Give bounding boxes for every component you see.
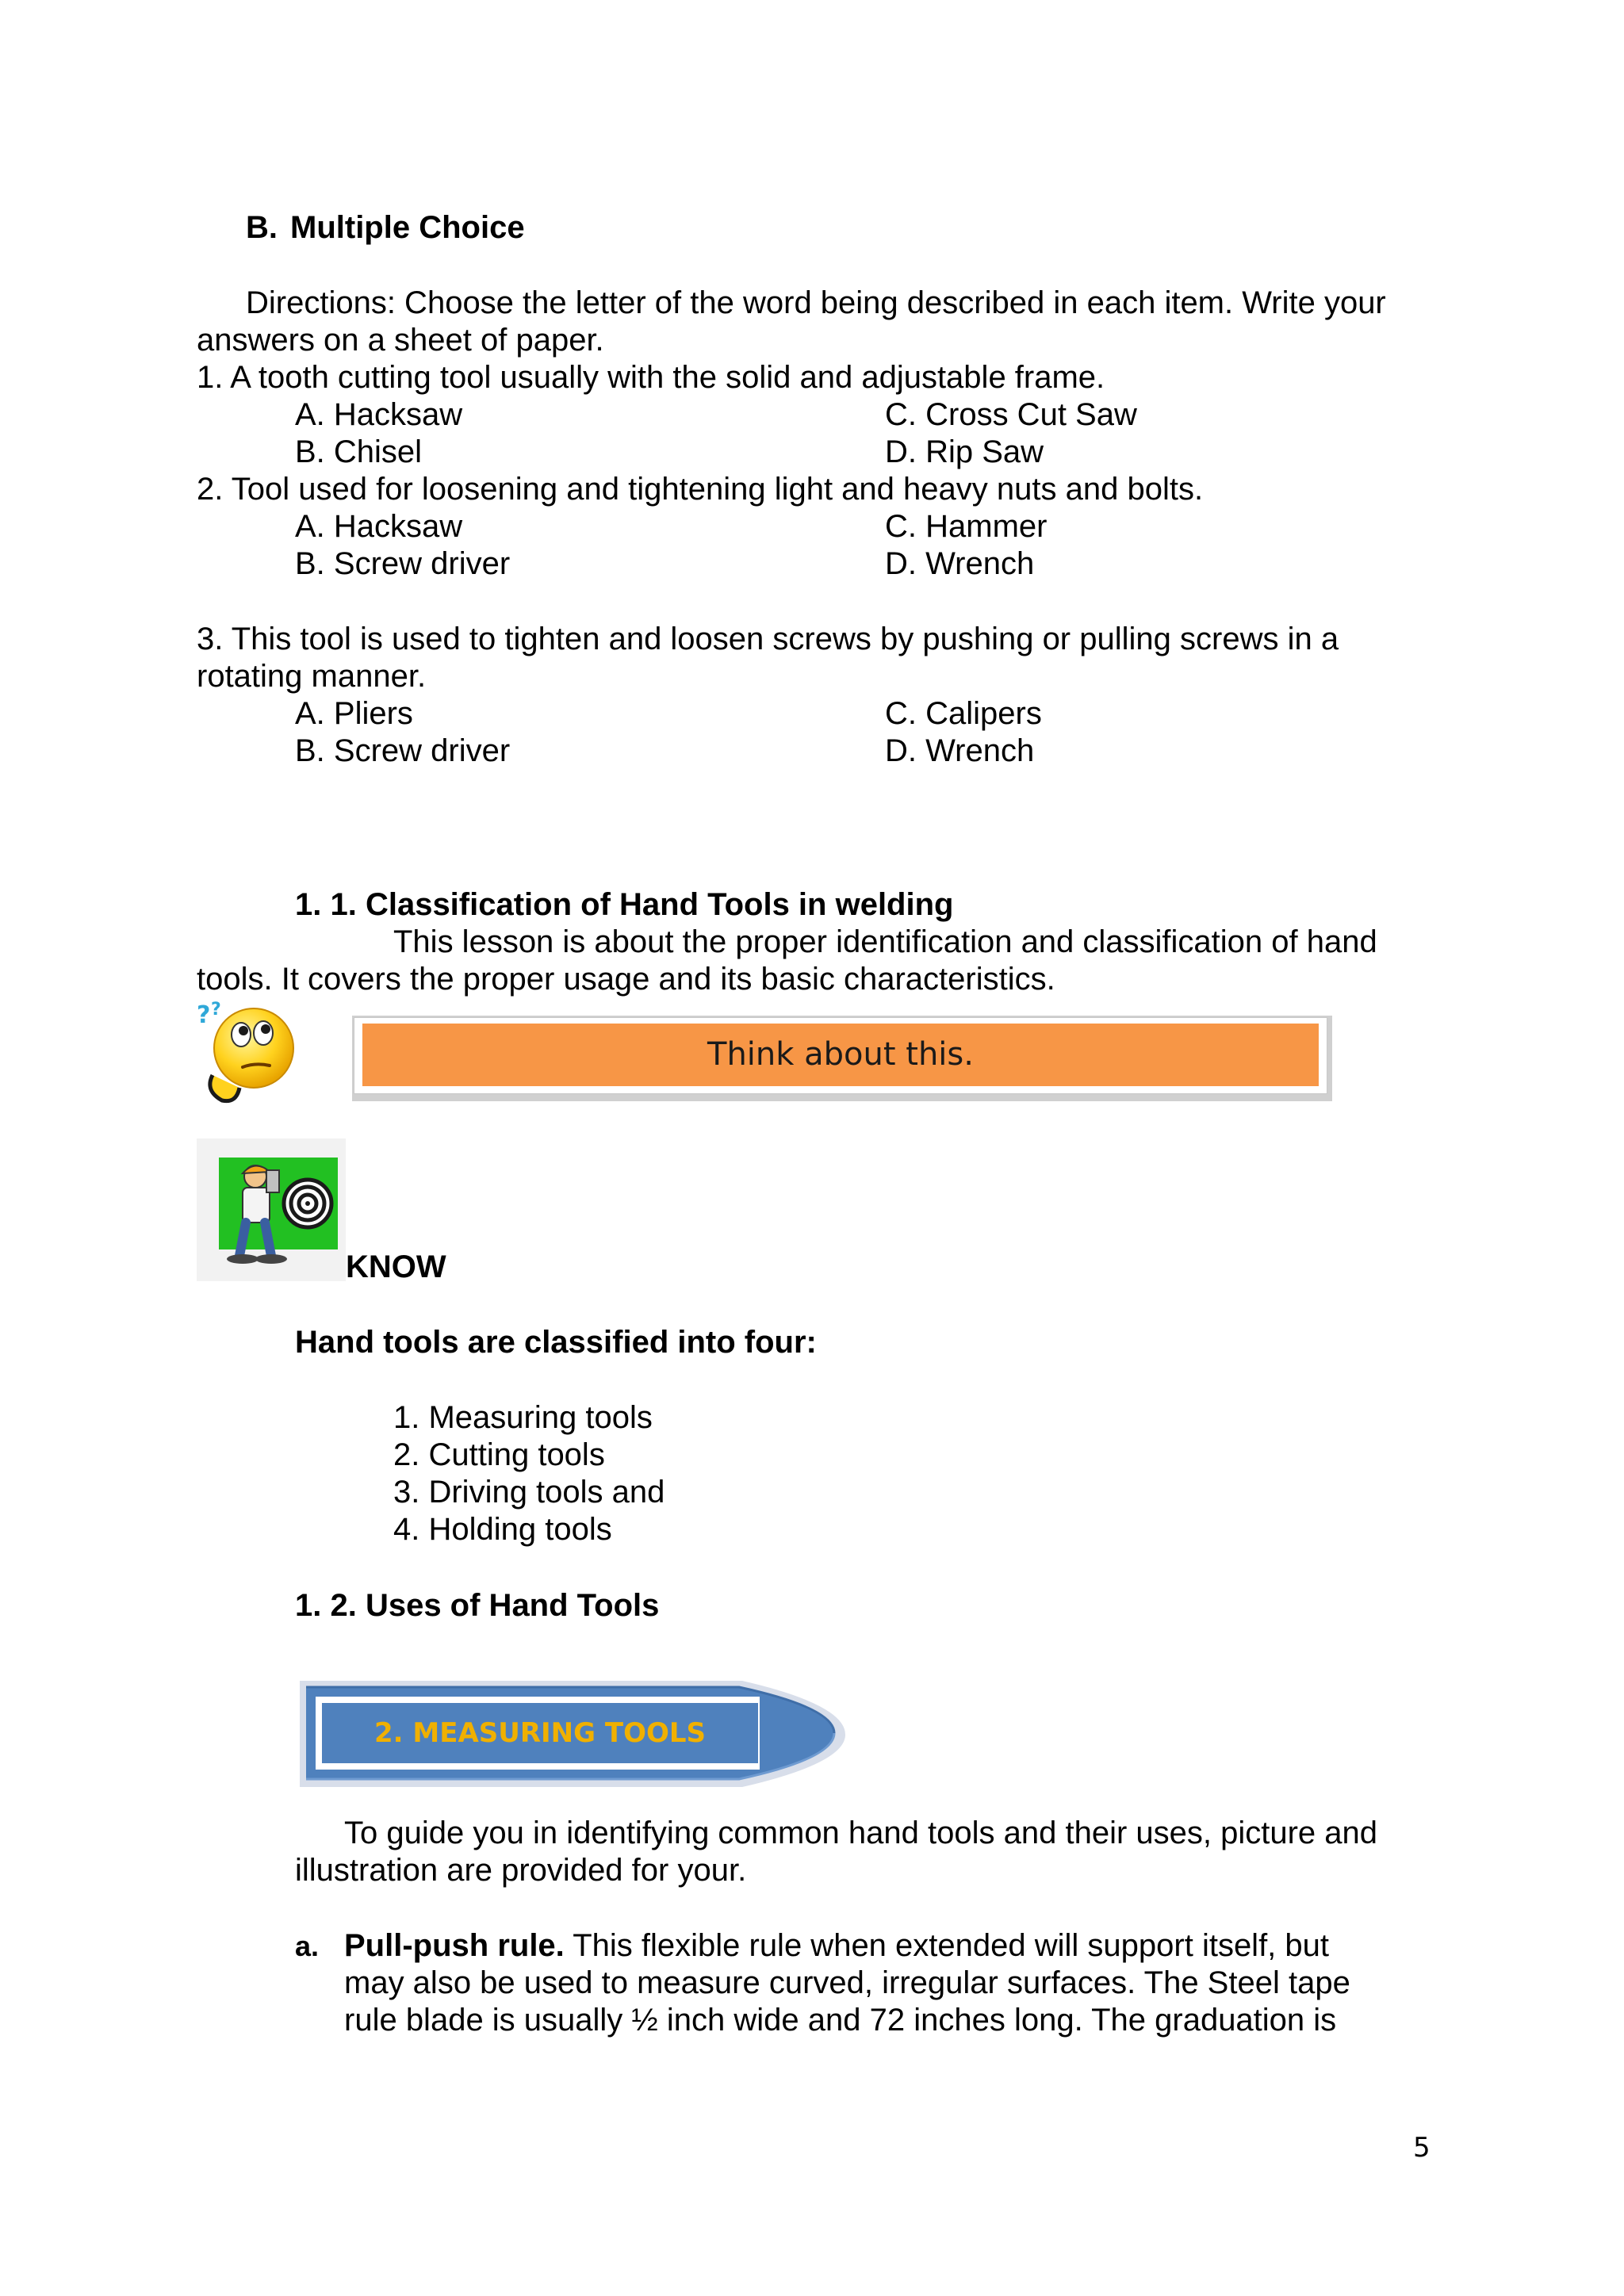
section-b-heading	[246, 209, 525, 247]
question-2-option-a: A. Hacksaw	[295, 509, 463, 544]
question-2-option-c: C. Hammer	[885, 509, 1048, 544]
question-1-text: 1. A tooth cutting tool usually with the solid and adjustable frame.	[197, 360, 1105, 395]
question-1-option-d: D. Rip Saw	[885, 434, 1044, 469]
question-1-option-a: A. Hacksaw	[295, 397, 463, 432]
item-a-marker: a.	[295, 1930, 320, 1962]
question-3-text-line-2: rotating manner.	[197, 659, 427, 694]
page-number: 5	[1413, 2132, 1431, 2164]
question-1-option-c: C. Cross Cut Saw	[885, 397, 1137, 432]
thinking-face-icon	[193, 999, 300, 1106]
measuring-tools-banner	[298, 1674, 853, 1793]
question-3-text-line-1: 3. This tool is used to tighten and loosen screws by pushing or pulling screws in a	[197, 622, 1339, 656]
section-b-title: Multiple Choice	[290, 210, 525, 245]
guide-line-2: illustration are provided for your.	[295, 1853, 747, 1888]
directions-line-1: Directions: Choose the letter of the word being described in each item. Write your	[246, 285, 1386, 320]
section-b-letter: B.	[246, 210, 278, 245]
think-banner	[354, 1017, 1327, 1094]
item-a-line-3: rule blade is usually ½ inch wide and 72 inches long. The graduation is	[344, 2003, 1337, 2038]
svg-text:?: ?	[211, 1000, 221, 1020]
item-a-term: Pull-push rule.	[344, 1928, 565, 1963]
question-2-option-d: D. Wrench	[885, 546, 1035, 581]
think-banner-label: Think about this.	[362, 1024, 1319, 1086]
uses-heading: 1. 2. Uses of Hand Tools	[295, 1588, 660, 1623]
guide-line-1: To guide you in identifying common hand tools and their uses, picture and	[344, 1816, 1378, 1850]
question-2-option-b: B. Screw driver	[295, 546, 511, 581]
item-a-line-2: may also be used to measure curved, irregular surfaces. The Steel tape	[344, 1965, 1350, 2000]
classified-heading: Hand tools are classified into four:	[295, 1325, 817, 1360]
question-3-option-a: A. Pliers	[295, 696, 413, 731]
item-a-line-1-rest: This flexible rule when extended will support itself, but	[564, 1928, 1330, 1963]
tool-class-2: 2. Cutting tools	[393, 1437, 605, 1472]
know-label: KNOW	[346, 1249, 446, 1284]
measuring-tools-label: 2. MEASURING TOOLS	[373, 1716, 707, 1749]
item-a-line-1	[344, 1927, 1329, 1965]
classification-intro-line-2: tools. It covers the proper usage and its basic characteristics.	[197, 962, 1055, 997]
classification-intro-line-1: This lesson is about the proper identification and classification of hand	[393, 924, 1377, 959]
tool-class-1: 1. Measuring tools	[393, 1400, 653, 1435]
question-3-option-d: D. Wrench	[885, 733, 1035, 768]
question-3-option-b: B. Screw driver	[295, 733, 511, 768]
question-2-text: 2. Tool used for loosening and tightening light and heavy nuts and bolts.	[197, 472, 1204, 507]
question-3-option-c: C. Calipers	[885, 696, 1042, 731]
classification-heading: 1. 1. Classification of Hand Tools in welding	[295, 887, 954, 922]
question-1-option-b: B. Chisel	[295, 434, 423, 469]
target-worker-icon	[197, 1138, 346, 1281]
tool-class-3: 3. Driving tools and	[393, 1475, 665, 1510]
tool-class-4: 4. Holding tools	[393, 1512, 612, 1547]
svg-text:?: ?	[197, 1001, 211, 1029]
directions-line-2: answers on a sheet of paper.	[197, 323, 604, 358]
